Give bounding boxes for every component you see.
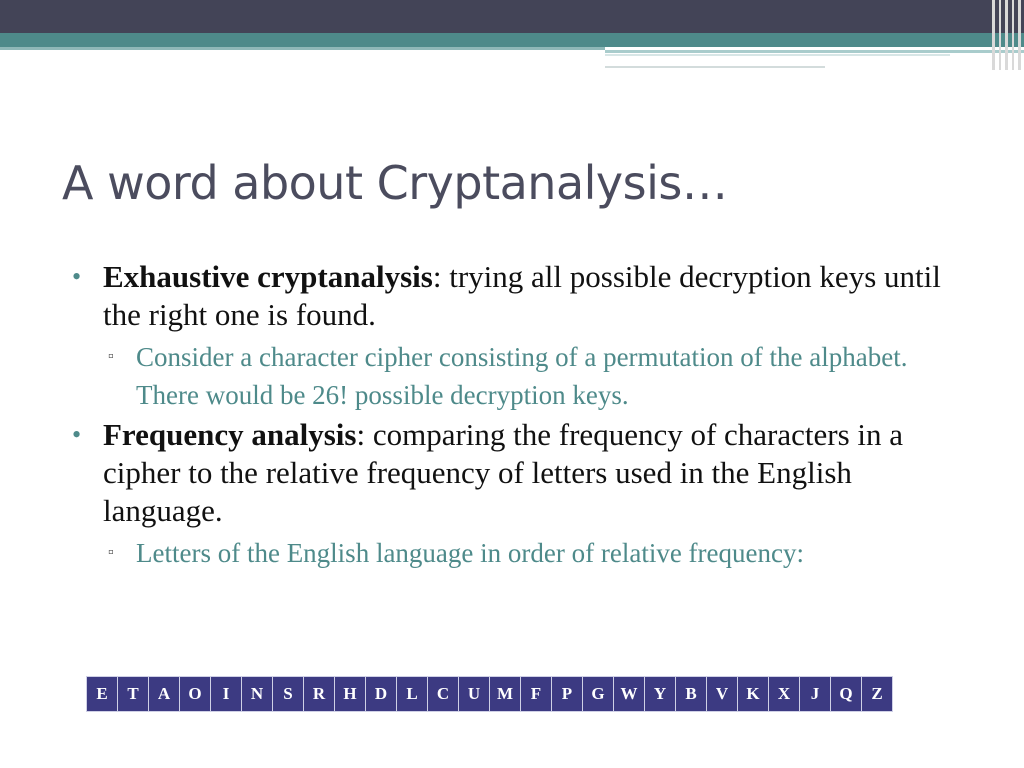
letter-cell: O	[180, 677, 211, 712]
letter-cell: Q	[831, 677, 862, 712]
letter-cell: U	[459, 677, 490, 712]
letter-cell: N	[242, 677, 273, 712]
letter-cell: M	[490, 677, 521, 712]
table-row	[87, 677, 893, 712]
square-bullet-icon: ▫	[108, 544, 114, 561]
letter-cell: L	[397, 677, 428, 712]
letter-frequency-table	[86, 676, 893, 712]
letter-cell: J	[800, 677, 831, 712]
sub-bullet-letters	[72, 534, 952, 572]
letter-cell: C	[428, 677, 459, 712]
letter-cell: R	[304, 677, 335, 712]
bullet-term: Frequency analysis	[103, 417, 357, 452]
letter-cell: T	[118, 677, 149, 712]
slide-body	[72, 258, 952, 574]
letter-cell: S	[273, 677, 304, 712]
letter-cell: K	[738, 677, 769, 712]
letter-cell: V	[707, 677, 738, 712]
bullet-dot-icon: •	[72, 262, 82, 291]
header-vertical-lines	[990, 0, 1024, 70]
letter-cell: B	[676, 677, 707, 712]
bullet-exhaustive	[72, 258, 952, 334]
letter-cell: D	[366, 677, 397, 712]
header-teal-bar	[0, 33, 1024, 47]
bullet-dot-icon: •	[72, 420, 82, 449]
header-light-bar	[0, 47, 605, 50]
letter-cell: Y	[645, 677, 676, 712]
sub-bullet-text: Consider a character cipher consisting of a permutation of the alphabet. There would be 26! possible decryption keys.	[136, 342, 908, 410]
letter-cell: P	[552, 677, 583, 712]
header-thin-line	[605, 54, 950, 56]
letter-cell: W	[614, 677, 645, 712]
header-step-bar	[605, 50, 1024, 53]
letter-cell: E	[87, 677, 118, 712]
bullet-term: Exhaustive cryptanalysis	[103, 259, 433, 294]
letter-cell: Z	[862, 677, 893, 712]
letter-cell: H	[335, 677, 366, 712]
header-thin-line-2	[605, 66, 825, 68]
letter-cell: X	[769, 677, 800, 712]
letter-cell: G	[583, 677, 614, 712]
bullet-text: : trying all possible decryption keys until the right one is found.	[103, 259, 941, 332]
letter-cell: F	[521, 677, 552, 712]
slide-title: A word about Cryptanalysis…	[62, 156, 728, 210]
letter-cell: A	[149, 677, 180, 712]
letter-cell: I	[211, 677, 242, 712]
sub-bullet-text: Letters of the English language in order of relative frequency:	[136, 538, 804, 568]
sub-bullet-permutation	[72, 338, 952, 414]
bullet-frequency	[72, 416, 952, 530]
square-bullet-icon: ▫	[108, 348, 114, 365]
header-dark-bar	[0, 0, 1024, 33]
bullet-text: : comparing the frequency of characters in a cipher to the relative frequency of letters used in the English language.	[103, 417, 904, 528]
